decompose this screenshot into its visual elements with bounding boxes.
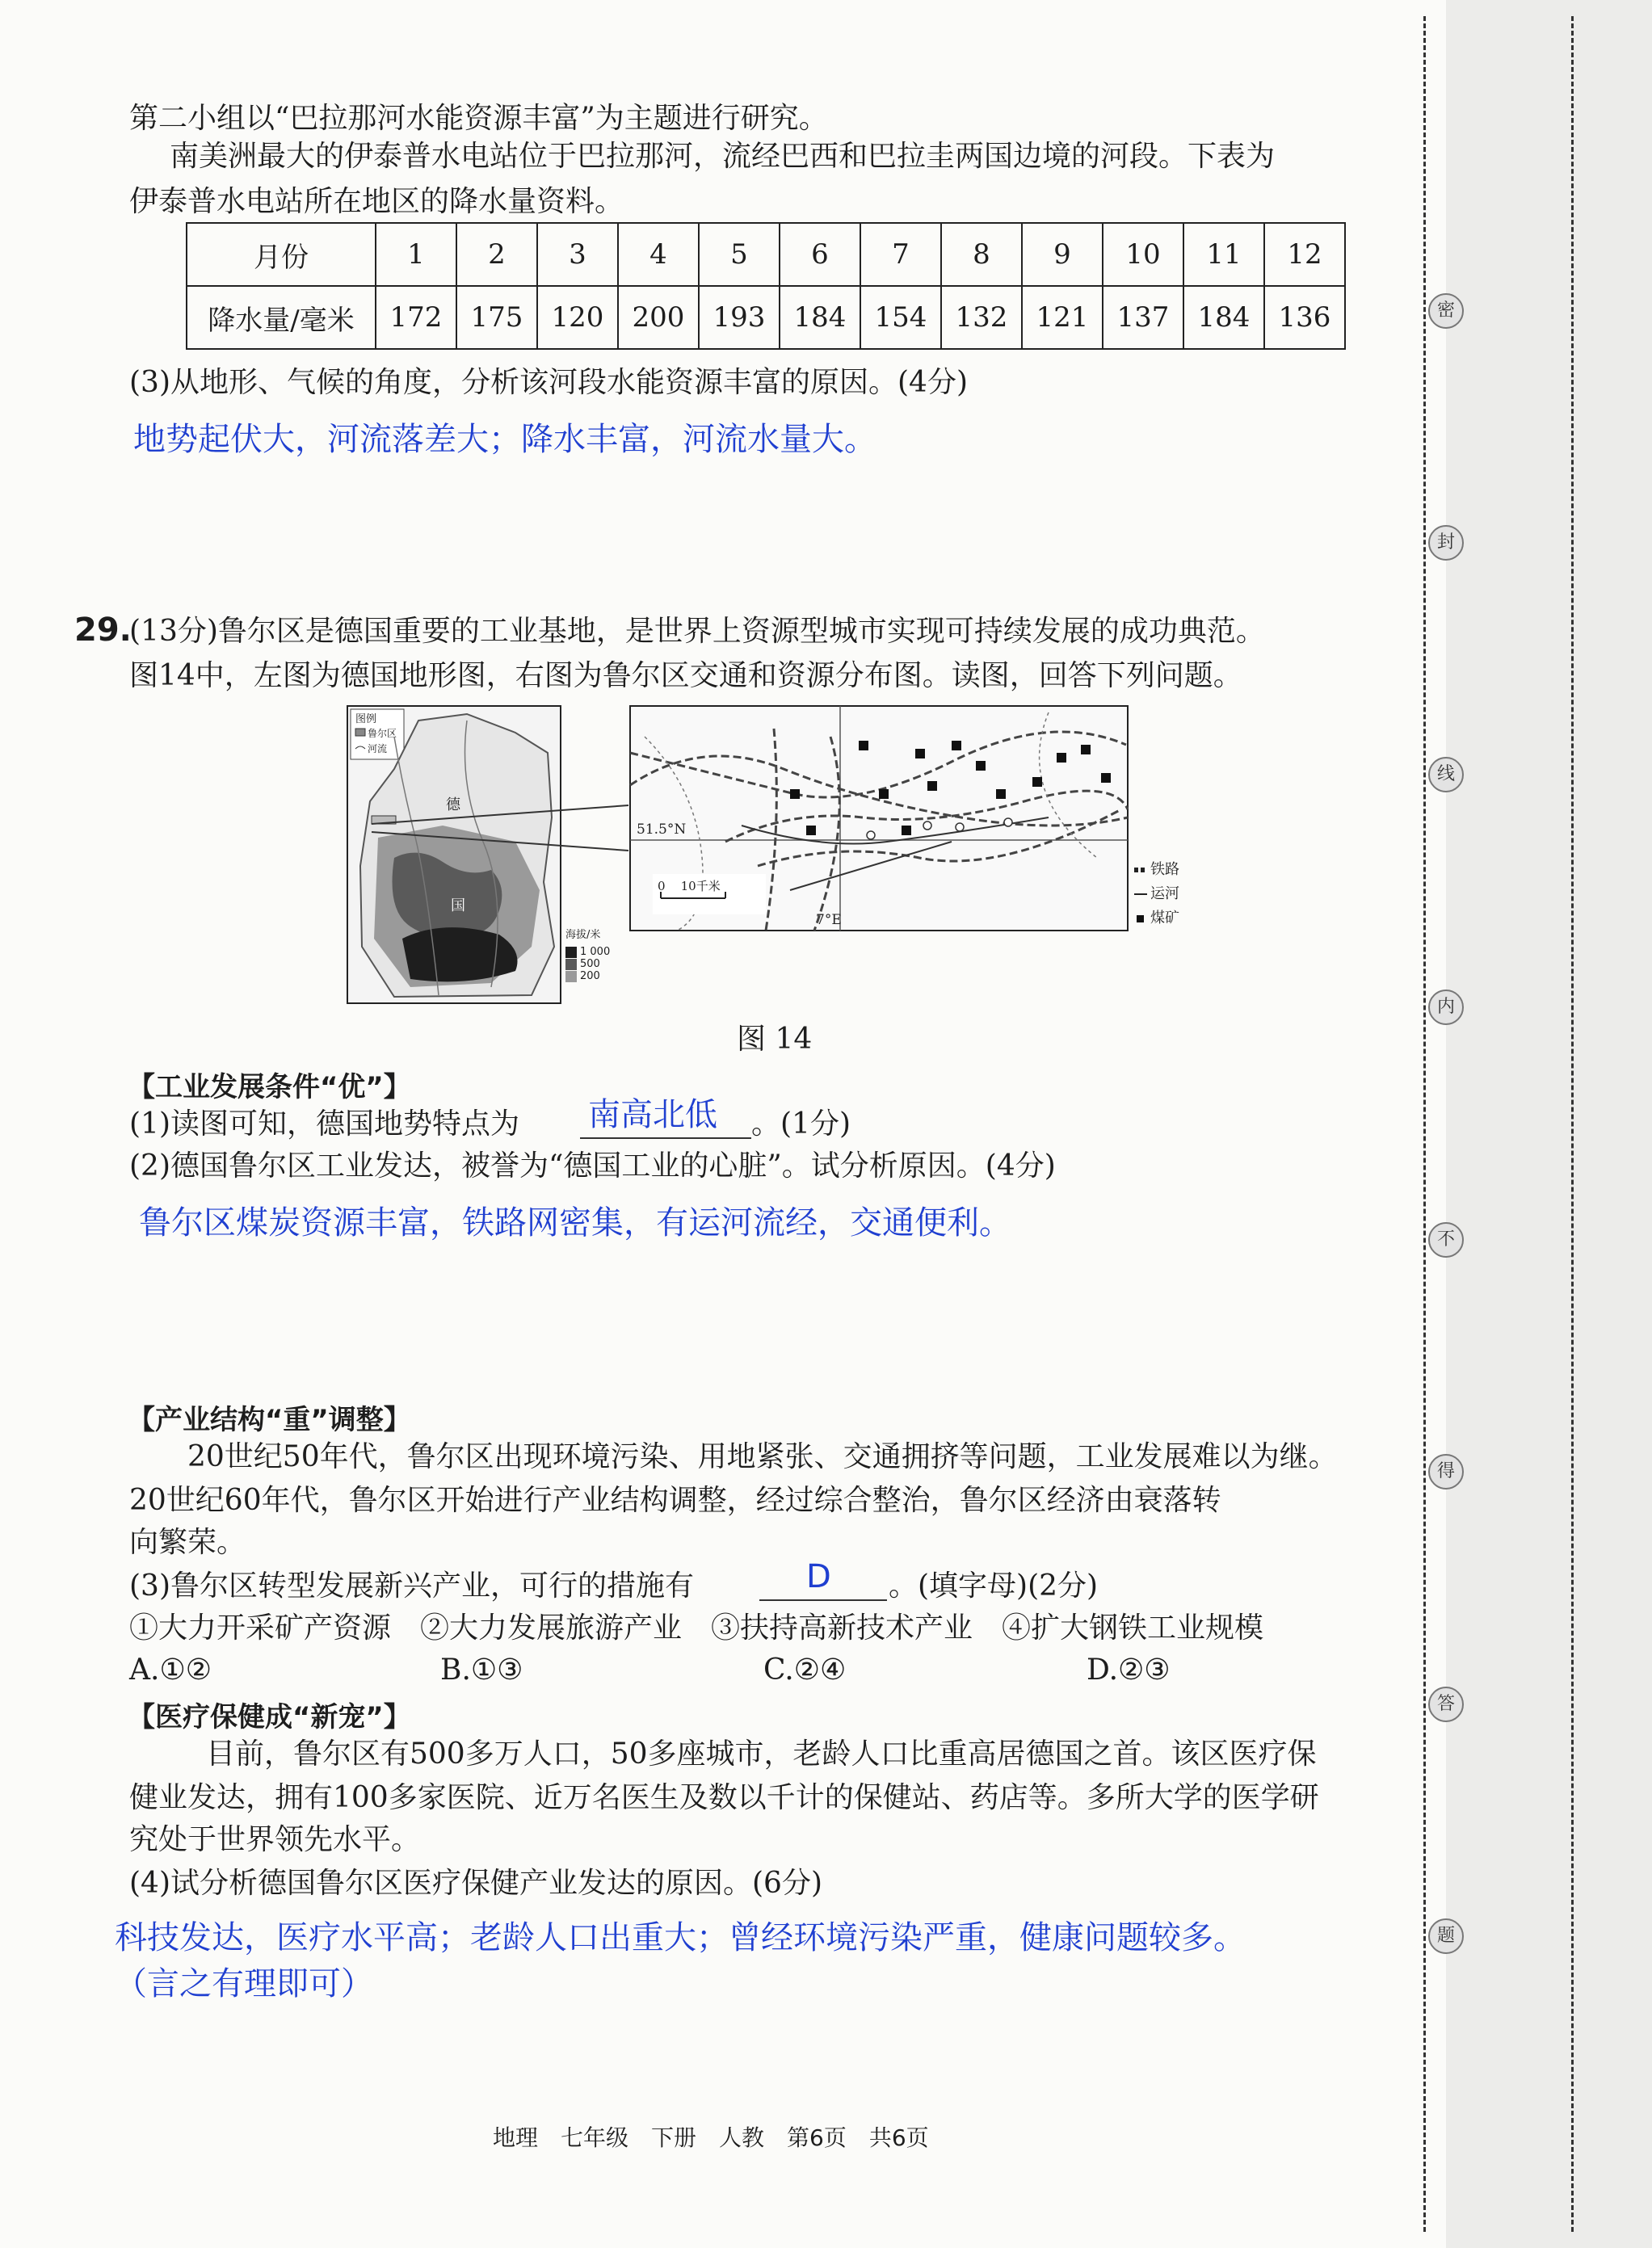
question-number: 29. bbox=[74, 611, 132, 649]
binding-margin bbox=[1446, 0, 1652, 2248]
question-2: (2)德国鲁尔区工业发达，被誉为“德国工业的心脏”。试分析原因。(4分) bbox=[129, 1149, 1056, 1183]
question-1-tail: 。(1分) bbox=[751, 1107, 851, 1141]
elevation-legend bbox=[565, 929, 622, 1003]
legend-canal: 运河 bbox=[1150, 885, 1179, 902]
legend-coal: 煤矿 bbox=[1150, 910, 1179, 927]
value-cell: 136 bbox=[1264, 286, 1345, 349]
paragraph-line: 20世纪60年代，鲁尔区开始进行产业结构调整，经过综合整治，鲁尔区经济由衰落转 bbox=[129, 1484, 1221, 1517]
binding-char: 答 bbox=[1428, 1687, 1464, 1722]
paragraph-line: 究处于世界领先水平。 bbox=[129, 1823, 421, 1856]
rainfall-table bbox=[186, 222, 1346, 350]
elevation-value: 500 bbox=[580, 958, 600, 970]
elevation-value: 1 000 bbox=[580, 946, 611, 958]
question-3-items: ①大力开采矿产资源 ②大力发展旅游产业 ③扶持高新技术产业 ④扩大钢铁工业规模 bbox=[129, 1611, 1264, 1645]
month-cell: 8 bbox=[941, 223, 1022, 286]
value-cell: 184 bbox=[1183, 286, 1264, 349]
question-1: (1)读图可知，德国地势特点为 bbox=[129, 1107, 519, 1141]
answer-3: D bbox=[806, 1558, 831, 1595]
question-3: (3)鲁尔区转型发展新兴产业，可行的措施有 bbox=[129, 1569, 694, 1603]
month-cell: 5 bbox=[699, 223, 780, 286]
cut-line-left bbox=[1423, 16, 1426, 2232]
option-d: D.②③ bbox=[1087, 1653, 1171, 1687]
value-cell: 137 bbox=[1103, 286, 1183, 349]
binding-char: 题 bbox=[1428, 1918, 1464, 1954]
table-row bbox=[187, 286, 1345, 349]
page-footer: 地理 七年级 下册 人教 第6页 共6页 bbox=[493, 2124, 929, 2151]
section-heading: 【工业发展条件“优”】 bbox=[128, 1071, 411, 1103]
binding-char: 得 bbox=[1428, 1454, 1464, 1490]
paragraph-line: 目前，鲁尔区有500多万人口，50多座城市，老龄人口比重高居德国之首。该区医疗保 bbox=[206, 1737, 1317, 1771]
cut-line-right bbox=[1571, 16, 1574, 2232]
month-cell: 6 bbox=[780, 223, 860, 286]
value-cell: 120 bbox=[537, 286, 618, 349]
answer-3-upper: 地势起伏大，河流落差大；降水丰富，河流水量大。 bbox=[133, 421, 876, 458]
legend-river: 河流 bbox=[368, 743, 388, 754]
legend-ruhr: 鲁尔区 bbox=[368, 728, 397, 739]
month-cell: 12 bbox=[1264, 223, 1345, 286]
month-cell: 2 bbox=[456, 223, 537, 286]
binding-char: 不 bbox=[1428, 1222, 1464, 1258]
latitude-label: 51.5°N bbox=[637, 821, 687, 838]
binding-char: 内 bbox=[1428, 990, 1464, 1025]
value-cell: 200 bbox=[618, 286, 699, 349]
ruhr-transport-map bbox=[628, 704, 1129, 932]
paragraph-line: 20世纪50年代，鲁尔区出现环境污染、用地紧张、交通拥挤等问题，工业发展难以为继。 bbox=[187, 1440, 1338, 1473]
map-label: 德 bbox=[446, 796, 460, 813]
answer-blank bbox=[759, 1599, 887, 1601]
value-cell: 175 bbox=[456, 286, 537, 349]
month-cell: 1 bbox=[376, 223, 456, 286]
elevation-title: 海拔/米 bbox=[565, 929, 601, 941]
answer-4: 科技发达，医疗水平高；老龄人口出重大；曾经环境污染严重，健康问题较多。 bbox=[115, 1919, 1246, 1956]
month-cell: 11 bbox=[1183, 223, 1264, 286]
table-header: 降水量/毫米 bbox=[187, 286, 376, 349]
value-cell: 132 bbox=[941, 286, 1022, 349]
table-row bbox=[187, 223, 1345, 286]
table-header: 月份 bbox=[187, 223, 376, 286]
question-3-tail: 。(填字母)(2分) bbox=[889, 1569, 1099, 1603]
value-cell: 184 bbox=[780, 286, 860, 349]
question-4: (4)试分析德国鲁尔区医疗保健产业发达的原因。(6分) bbox=[129, 1867, 822, 1900]
paragraph-line: 向繁荣。 bbox=[129, 1526, 246, 1559]
intro-line: 伊泰普水电站所在地区的降水量资料。 bbox=[129, 185, 624, 218]
option-b: B.①③ bbox=[440, 1653, 523, 1687]
figure-caption: 图 14 bbox=[737, 1023, 813, 1056]
answer-4-note: （言之有理即可） bbox=[115, 1965, 373, 2002]
option-c: C.②④ bbox=[763, 1653, 847, 1687]
intro-line: 第二小组以“巴拉那河水能资源丰富”为主题进行研究。 bbox=[129, 102, 828, 135]
month-cell: 10 bbox=[1103, 223, 1183, 286]
map-label: 国 bbox=[451, 897, 465, 914]
month-cell: 7 bbox=[860, 223, 941, 286]
intro-line: 南美洲最大的伊泰普水电站位于巴拉那河，流经巴西和巴拉圭两国边境的河段。下表为 bbox=[170, 140, 1276, 173]
section-heading: 【医疗保健成“新宠”】 bbox=[128, 1701, 411, 1733]
value-cell: 172 bbox=[376, 286, 456, 349]
answer-blank bbox=[580, 1137, 751, 1139]
month-cell: 9 bbox=[1022, 223, 1103, 286]
binding-char: 封 bbox=[1428, 525, 1464, 561]
answer-1: 南高北低 bbox=[588, 1096, 717, 1133]
paragraph-line: 健业发达，拥有100多家医院、近万名医生及数以千计的保健站、药店等。多所大学的医学研 bbox=[129, 1781, 1319, 1814]
scale-label: 0 10千米 bbox=[658, 879, 721, 893]
binding-char: 密 bbox=[1428, 293, 1464, 329]
legend-title: 图例 bbox=[355, 713, 377, 725]
longitude-label: 7°E bbox=[816, 912, 842, 928]
connector-lines bbox=[372, 804, 630, 852]
legend-railway: 铁路 bbox=[1150, 861, 1179, 878]
value-cell: 193 bbox=[699, 286, 780, 349]
value-cell: 121 bbox=[1022, 286, 1103, 349]
question-29-text: 图14中，左图为德国地形图，右图为鲁尔区交通和资源分布图。读图，回答下列问题。 bbox=[129, 659, 1242, 692]
value-cell: 154 bbox=[860, 286, 941, 349]
section-heading: 【产业结构“重”调整】 bbox=[128, 1404, 411, 1436]
question-29-text: (13分)鲁尔区是德国重要的工业基地，是世界上资源型城市实现可持续发展的成功典范。 bbox=[129, 615, 1265, 648]
month-cell: 3 bbox=[537, 223, 618, 286]
germany-topographic-map bbox=[346, 704, 562, 1005]
question-3-upper: (3)从地形、气候的角度，分析该河段水能资源丰富的原因。(4分) bbox=[129, 366, 968, 399]
transport-legend bbox=[1134, 858, 1179, 931]
option-a: A.①② bbox=[129, 1653, 212, 1687]
elevation-value: 200 bbox=[580, 970, 600, 982]
binding-char: 线 bbox=[1428, 757, 1464, 792]
answer-2: 鲁尔区煤炭资源丰富，铁路网密集，有运河流经，交通便利。 bbox=[139, 1204, 1011, 1242]
month-cell: 4 bbox=[618, 223, 699, 286]
